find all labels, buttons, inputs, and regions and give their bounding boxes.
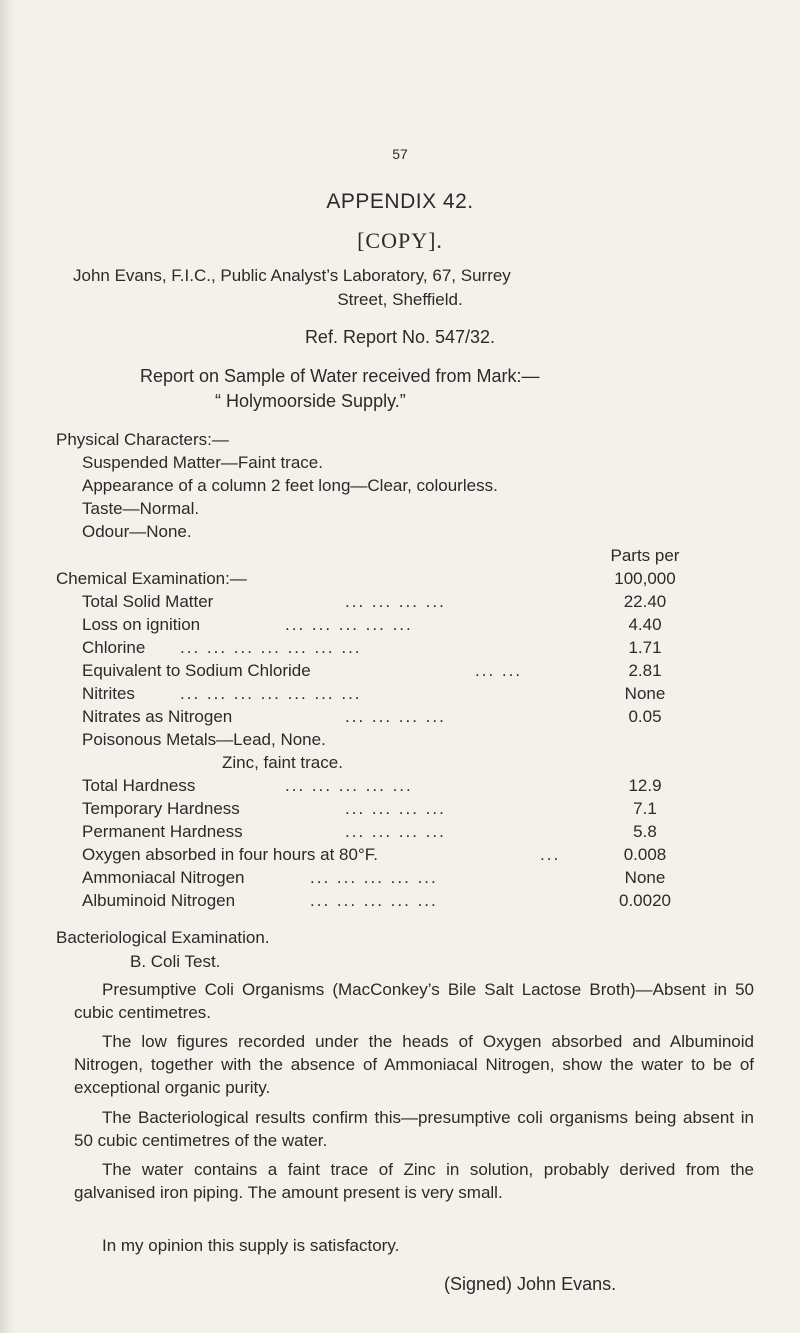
copy-label: [COPY]. [357,228,443,253]
chem-row-value: None [624,684,666,703]
leader-dots: ... ... ... ... ... ... ... [180,638,362,657]
leader-dots: ... ... ... ... [345,592,446,611]
chem-row-label: Total Solid Matter [82,592,214,611]
report-title-line-2: “ Holymoorside Supply.” [215,391,406,411]
appendix-heading: APPENDIX 42. [326,190,474,213]
paragraph: The water contains a faint trace of Zinc in solution, probably derived from the galvanised iron piping. The amount present is very small. [74,1160,754,1202]
chem-row-value: None [624,868,666,887]
paragraph: In my opinion this supply is satisfactory. [102,1236,400,1255]
bacteriological-heading: Bacteriological Examination. [56,928,270,947]
chem-row-value: 12.9 [628,776,662,795]
reference-line: Ref. Report No. 547/32. [304,327,496,347]
leader-dots: ... ... ... ... ... [310,891,438,910]
report-title-line-1: Report on Sample of Water received from Mark:— [140,366,540,386]
chem-row-label: Loss on ignition [82,615,201,634]
leader-dots: ... ... [475,661,523,680]
paragraph: The low figures recorded under the heads of Oxygen absorbed and Albuminoid Nitrogen, together with the absence of Ammoniacal Nitrogen, show the water to be of exceptional organic purity. [74,1032,754,1097]
leader-dots: ... ... ... ... [345,799,446,818]
chem-row-label: Ammoniacal Nitrogen [82,868,245,887]
chem-row-label: Total Hardness [82,776,196,795]
chem-row-value: 4.40 [628,615,662,634]
chem-row-label: Albuminoid Nitrogen [82,891,236,910]
poisonous-metals-line-2: Zinc, faint trace. [222,753,343,772]
chem-row-value: 0.008 [623,845,667,864]
chem-row-value: 22.40 [623,592,667,611]
chem-row-label: Temporary Hardness [82,799,240,818]
physical-item: Taste—Normal. [82,499,200,518]
physical-heading: Physical Characters:— [56,430,229,449]
poisonous-metals-line-1: Poisonous Metals—Lead, None. [82,730,326,749]
physical-item: Appearance of a column 2 feet long—Clear, colourless. [82,476,498,495]
physical-item: Odour—None. [82,522,192,541]
leader-dots: ... ... ... ... ... [285,615,413,634]
leader-dots: ... ... ... ... ... [285,776,413,795]
chem-row-label: Chlorine [82,638,146,657]
unit-header-line-1: Parts per [610,546,680,565]
chem-row-value: 0.05 [628,707,662,726]
chem-row-value: 0.0020 [619,891,671,910]
physical-item: Suspended Matter—Faint trace. [82,453,323,472]
chem-row-label: Oxygen absorbed in four hours at 80°F. [82,845,378,864]
unit-header-line-2: 100,000 [614,569,676,588]
address-line-2: Street, Sheffield. [337,290,463,309]
chemical-heading: Chemical Examination:— [56,569,247,588]
chem-row-value: 7.1 [633,799,657,818]
chem-row-value: 5.8 [633,822,657,841]
chem-row-label: Nitrates as Nitrogen [82,707,233,726]
leader-dots: ... ... ... ... [345,707,446,726]
leader-dots: ... ... ... ... ... ... ... [180,684,362,703]
leader-dots: ... ... ... ... [345,822,446,841]
page-number: 57 [392,146,408,162]
signature: (Signed) John Evans. [444,1274,617,1294]
leader-dots: ... [540,845,561,864]
chem-row-label: Nitrites [82,684,135,703]
chem-row-label: Permanent Hardness [82,822,243,841]
leader-dots: ... ... ... ... ... [310,868,438,887]
address-line-1: John Evans, F.I.C., Public Analyst’s Laboratory, 67, Surrey [73,266,511,285]
paragraph: The Bacteriological results confirm this—presumptive coli organisms being absent in 50 cubic centimetres of the water. [74,1108,754,1150]
chem-row-value: 1.71 [628,638,662,657]
paragraph: Presumptive Coli Organisms (MacConkey’s Bile Salt Lactose Broth)—Absent in 50 cubic centimetres. [74,980,754,1022]
bcoli-subheading: B. Coli Test. [130,952,221,971]
chem-row-value: 2.81 [628,661,662,680]
chem-row-label: Equivalent to Sodium Chloride [82,661,311,680]
